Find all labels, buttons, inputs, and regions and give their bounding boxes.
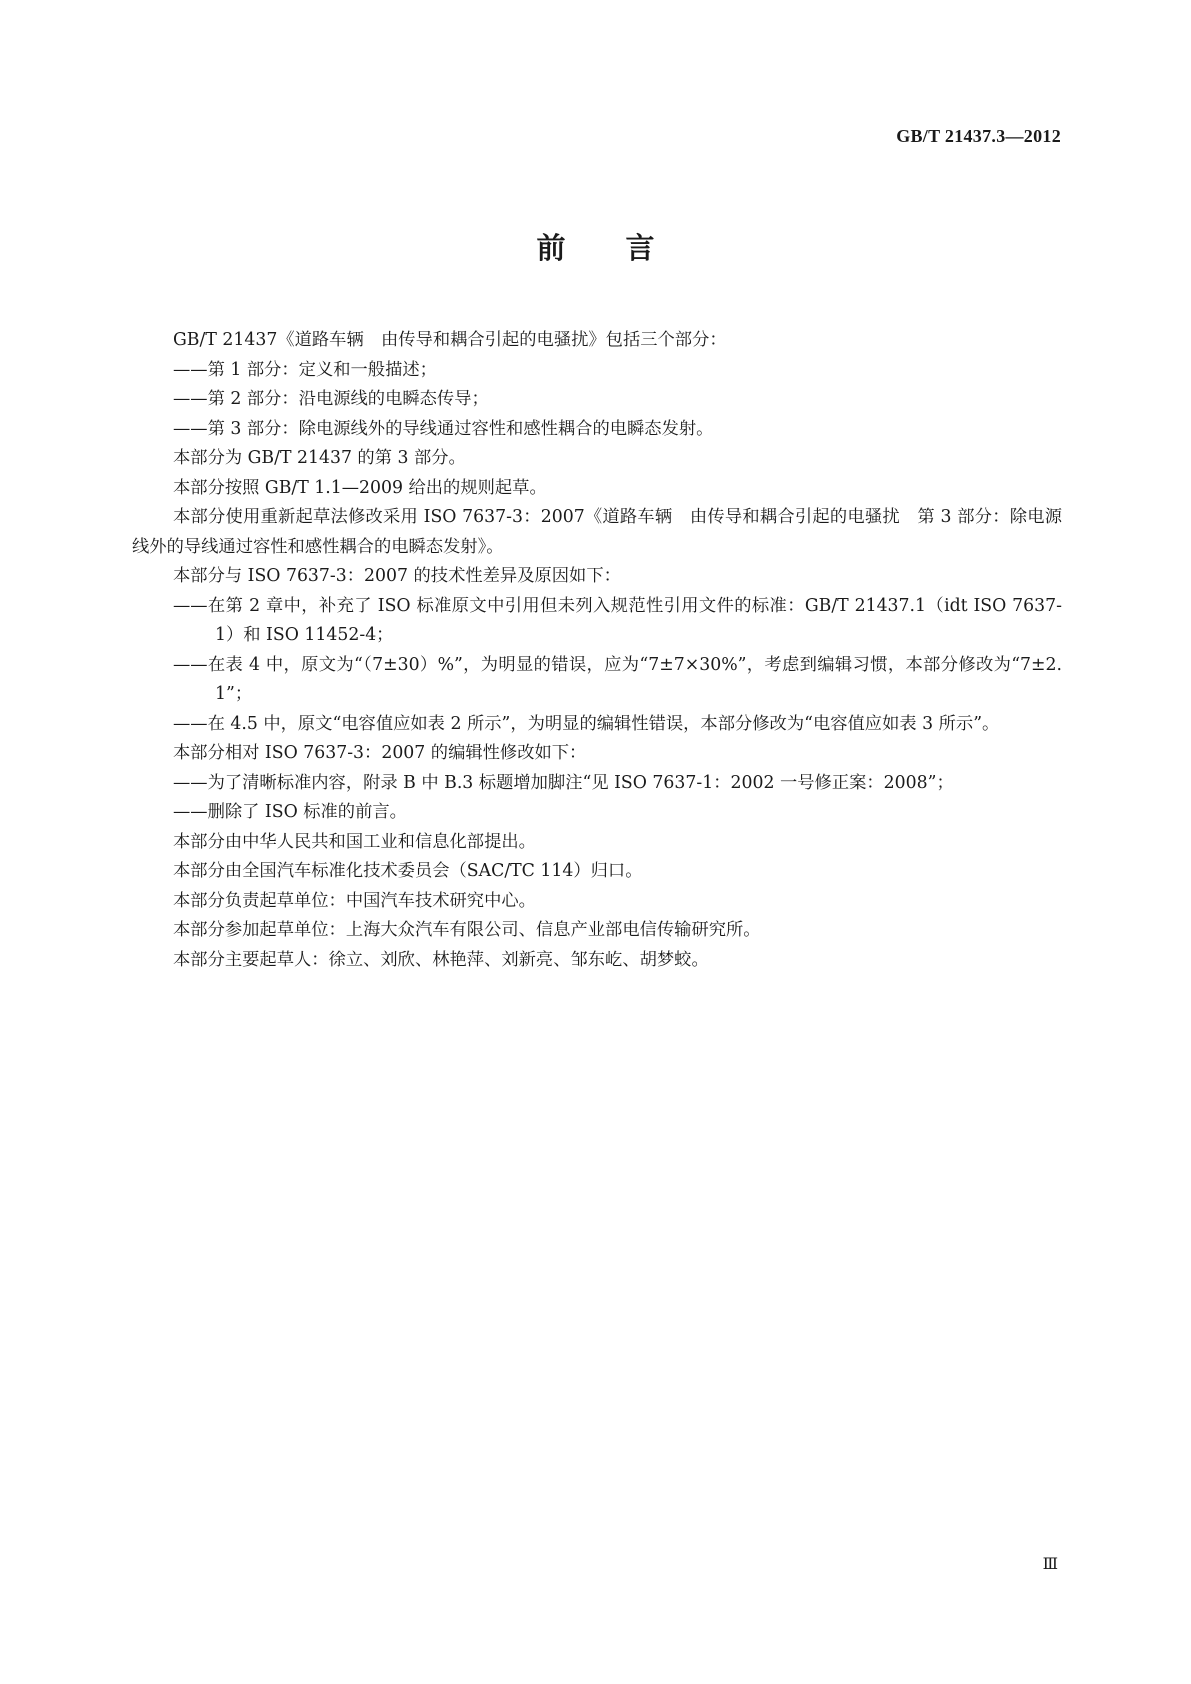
paragraph-committee: 本部分由全国汽车标准化技术委员会（SAC/TC 114）归口。 [173, 861, 643, 881]
page-title: 前言 [536, 231, 715, 265]
foreword-body [132, 326, 1062, 975]
list-item-difference-1: ——在第 2 章中，补充了 ISO 标准原文中引用但未列入规范性引用文件的标准：GB/T 21437.1（idt ISO 7637-1）和 ISO 11452-4； [173, 595, 1062, 645]
list-item-editorial-1: ——为了清晰标准内容，附录 B 中 B.3 标题增加脚注“见 ISO 7637-1：2002 一号修正案：2008”； [173, 772, 954, 793]
paragraph-participating-drafters: 本部分参加起草单位：上海大众汽车有限公司、信息产业部电信传输研究所。 [173, 920, 761, 940]
list-item-part-3: ——第 3 部分：除电源线外的导线通过容性和感性耦合的电瞬态发射。 [173, 418, 714, 439]
page-number: Ⅲ [1042, 1556, 1058, 1573]
list-item-difference-3: ——在 4.5 中，原文“电容值应如表 2 所示”，为明显的编辑性错误，本部分修改为“电容值应如表 3 所示”。 [173, 713, 1000, 734]
paragraph-proposer: 本部分由中华人民共和国工业和信息化部提出。 [173, 831, 536, 852]
document-code: GB/T 21437.3—2012 [896, 126, 1061, 146]
paragraph-drafting-rules: 本部分按照 GB/T 1.1—2009 给出的规则起草。 [173, 477, 547, 498]
list-item-part-2: ——第 2 部分：沿电源线的电瞬态传导； [173, 389, 489, 409]
paragraph-editorial-changes: 本部分相对 ISO 7637-3：2007 的编辑性修改如下： [173, 743, 587, 763]
paragraph-part-number: 本部分为 GB/T 21437 的第 3 部分。 [173, 448, 466, 468]
paragraph-lead-drafter: 本部分负责起草单位：中国汽车技术研究中心。 [173, 890, 536, 911]
paragraph-series-intro: GB/T 21437《道路车辆 由传导和耦合引起的电骚扰》包括三个部分： [173, 330, 727, 350]
paragraph-adoption: 本部分使用重新起草法修改采用 ISO 7637-3：2007《道路车辆 由传导和耦合引起的电骚扰 第 3 部分：除电源线外的导线通过容性和感性耦合的电瞬态发射》。 [132, 507, 1062, 557]
list-item-editorial-2: ——删除了 ISO 标准的前言。 [173, 802, 407, 822]
list-item-part-1: ——第 1 部分：定义和一般描述； [173, 359, 437, 380]
list-item-difference-2: ——在表 4 中，原文为“（7±30）%”，为明显的错误，应为“7±7×30%”，考虑到编辑习惯，本部分修改为“7±2.1”； [173, 654, 1062, 704]
paragraph-main-drafters: 本部分主要起草人：徐立、刘欣、林艳萍、刘新亮、邹东屹、胡梦蛟。 [173, 949, 709, 970]
paragraph-technical-differences: 本部分与 ISO 7637-3：2007 的技术性差异及原因如下： [173, 566, 621, 586]
